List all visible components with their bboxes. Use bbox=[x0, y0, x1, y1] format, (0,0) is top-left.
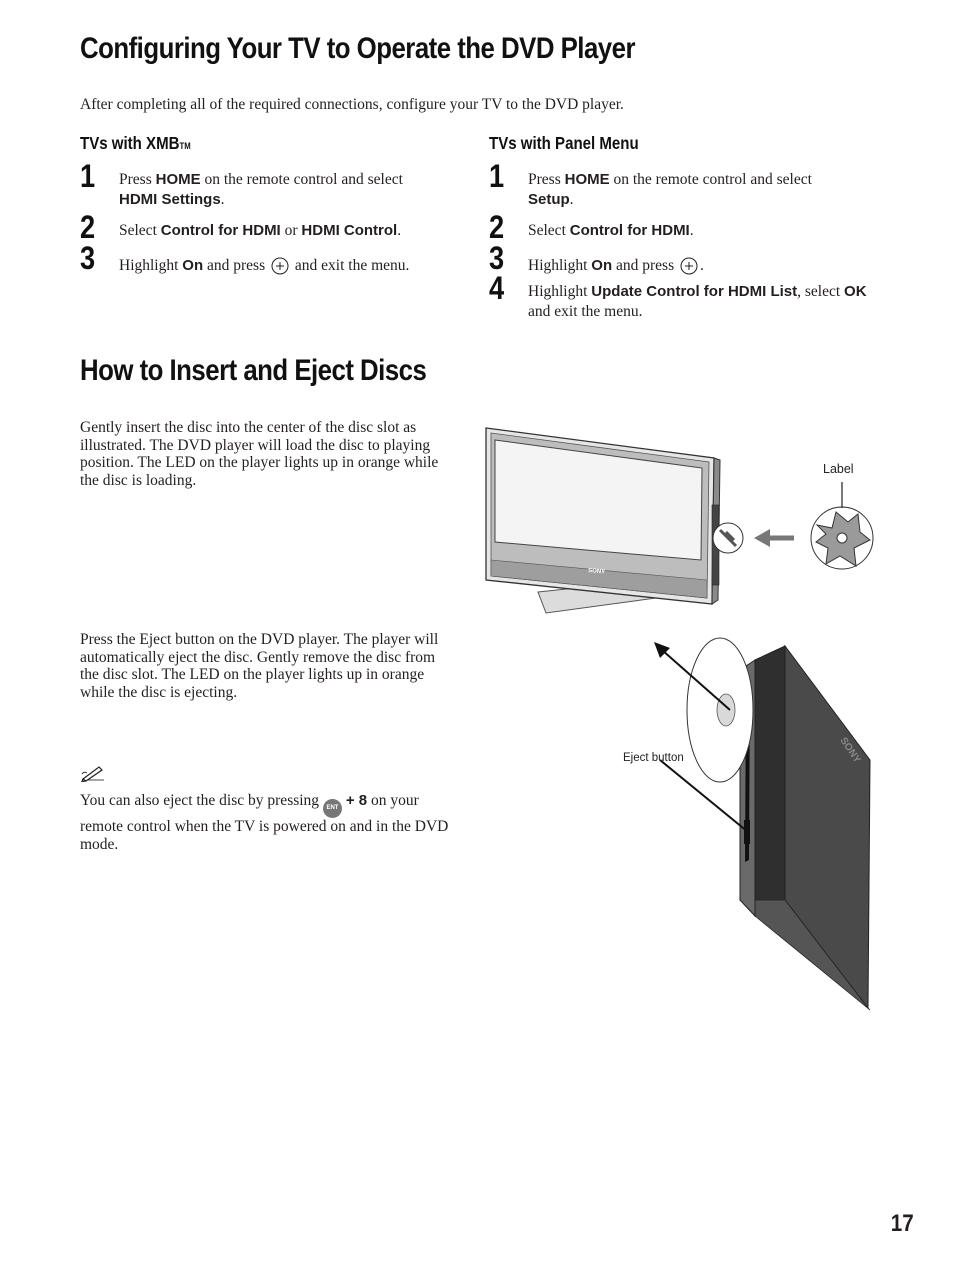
enter-button-icon bbox=[680, 257, 698, 275]
intro-paragraph: After completing all of the required connections, configure your TV to the DVD player. bbox=[80, 96, 624, 113]
label-caption: Label bbox=[823, 462, 854, 476]
ent-button-icon: ENT bbox=[323, 799, 342, 818]
eject-paragraph: Press the Eject button on the DVD player. The player will automatically eject the disc. Gently remove the disc from the disc slot. The LED on the player lights up in orange while the disc is ejecting. bbox=[80, 631, 439, 701]
step-number: 4 bbox=[489, 270, 505, 306]
page-number: 17 bbox=[891, 1210, 914, 1237]
step-text: Highlight On and press and exit the menu. bbox=[119, 257, 410, 274]
step-text: Select Control for HDMI or HDMI Control. bbox=[119, 222, 402, 239]
step-number: 3 bbox=[489, 240, 505, 276]
eject-button-caption: Eject button bbox=[623, 752, 684, 764]
step-number: 1 bbox=[489, 158, 505, 194]
step-text: Highlight On and press . bbox=[528, 257, 704, 274]
step-number: 1 bbox=[80, 158, 96, 194]
enter-button-icon bbox=[271, 257, 289, 275]
tv-insert-disc-illustration bbox=[480, 420, 880, 620]
note-paragraph: You can also eject the disc by pressing ENT + 8 on your remote control when the TV is powered on and in the DVD mode. bbox=[80, 792, 449, 853]
step-text: Highlight Update Control for HDMI List, select OK and exit the menu. bbox=[528, 283, 867, 320]
step-text: Select Control for HDMI. bbox=[528, 222, 694, 239]
heading-tvs-with-panel-menu: TVs with Panel Menu bbox=[489, 133, 639, 153]
note-pencil-icon bbox=[80, 764, 106, 782]
section-title-insert-eject: How to Insert and Eject Discs bbox=[80, 354, 427, 387]
step-number: 2 bbox=[489, 209, 505, 245]
step-text: Press HOME on the remote control and select HDMI Settings. bbox=[119, 171, 403, 208]
dvd-player-eject-illustration bbox=[620, 630, 890, 1020]
trademark-mark: TM bbox=[179, 141, 191, 151]
step-text: Press HOME on the remote control and select Setup. bbox=[528, 171, 812, 208]
step-number: 2 bbox=[80, 209, 96, 245]
heading-tvs-with-xmb: TVs with XMBTM bbox=[80, 133, 191, 153]
section-title-configuring: Configuring Your TV to Operate the DVD Player bbox=[80, 32, 635, 65]
insert-paragraph: Gently insert the disc into the center of the disc slot as illustrated. The DVD player will load the disc to playing position. The LED on the player lights up in orange while the disc is loading. bbox=[80, 419, 439, 489]
tv-brand-logo: SONY bbox=[587, 568, 606, 576]
player-brand-logo: SONY bbox=[837, 735, 863, 766]
step-number: 3 bbox=[80, 240, 96, 276]
